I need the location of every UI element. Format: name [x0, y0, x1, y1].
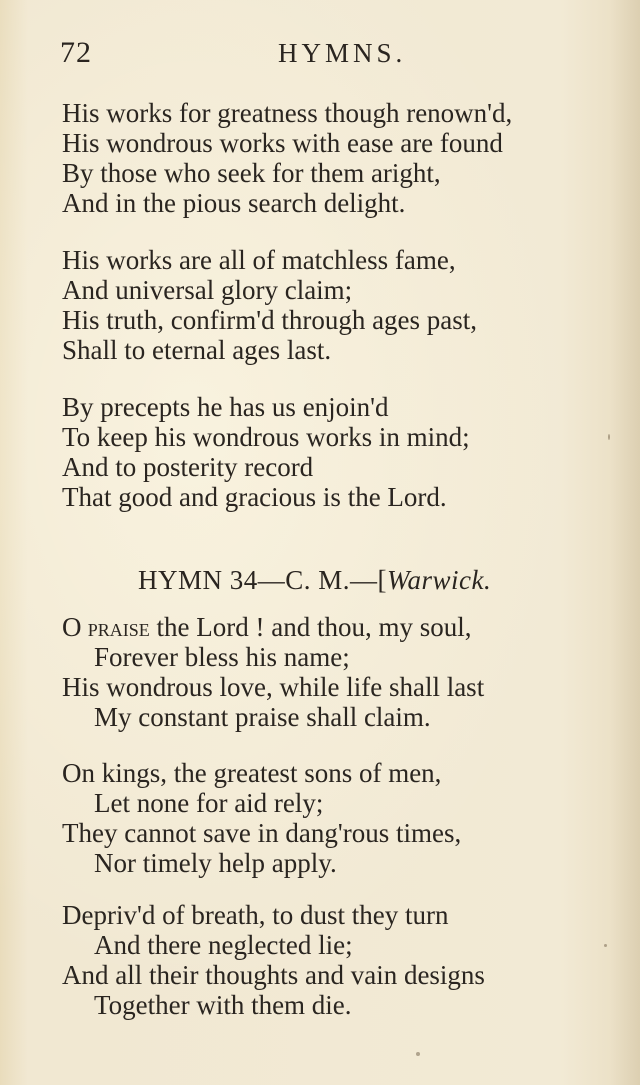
stanza-1	[62, 98, 622, 218]
verse-line: By those who seek for them aright,	[62, 158, 441, 188]
verse-line: That good and gracious is the Lord.	[62, 482, 447, 512]
hymn-tune: Warwick.	[387, 565, 492, 595]
verse-line: To keep his wondrous works in mind;	[62, 422, 470, 452]
running-header	[60, 36, 580, 70]
stanza-2	[62, 245, 622, 365]
verse-line: They cannot save in dang'rous times,	[62, 818, 462, 848]
hymn-number: HYMN 34	[138, 565, 258, 595]
hymn-heading	[138, 565, 618, 599]
verse-line: Let none for aid rely;	[94, 788, 324, 818]
verse-line: His works for greatness though renown'd,	[62, 98, 513, 128]
verse-line: His works are all of matchless fame,	[62, 245, 456, 275]
running-title: HYMNS.	[278, 38, 407, 68]
verse-line: His wondrous works with ease are found	[62, 128, 503, 158]
hymn-stanza-2	[62, 758, 622, 878]
verse-line: Depriv'd of breath, to dust they turn	[62, 900, 449, 930]
paper-speck	[416, 1052, 420, 1056]
verse-line: My constant praise shall claim.	[94, 702, 431, 732]
small-caps-word: praise	[81, 615, 150, 642]
hymn-stanza-3	[62, 900, 622, 1020]
hymn-meter: —C. M.—[	[257, 565, 388, 595]
paper-speck	[604, 944, 607, 947]
verse-line: Shall to eternal ages last.	[62, 335, 332, 365]
stanza-3	[62, 392, 622, 512]
verse-line: Nor timely help apply.	[94, 848, 337, 878]
verse-line-rest: the Lord ! and thou, my soul,	[149, 612, 472, 642]
verse-line-first	[62, 612, 622, 642]
verse-line: On kings, the greatest sons of men,	[62, 758, 442, 788]
verse-line: And to posterity record	[62, 452, 314, 482]
verse-line: Together with them die.	[94, 990, 352, 1020]
verse-line: By precepts he has us enjoin'd	[62, 392, 389, 422]
paper-speck	[608, 434, 610, 440]
verse-line: And in the pious search delight.	[62, 188, 406, 218]
verse-line: His truth, confirm'd through ages past,	[62, 305, 478, 335]
hymn-stanza-1	[62, 612, 622, 732]
verse-line: Forever bless his name;	[94, 642, 350, 672]
drop-initial: O	[62, 612, 82, 642]
verse-line: And all their thoughts and vain designs	[62, 960, 485, 990]
verse-line: His wondrous love, while life shall last	[62, 672, 485, 702]
page-number: 72	[60, 36, 92, 69]
verse-line: And there neglected lie;	[94, 930, 353, 960]
verse-line: And universal glory claim;	[62, 275, 353, 305]
